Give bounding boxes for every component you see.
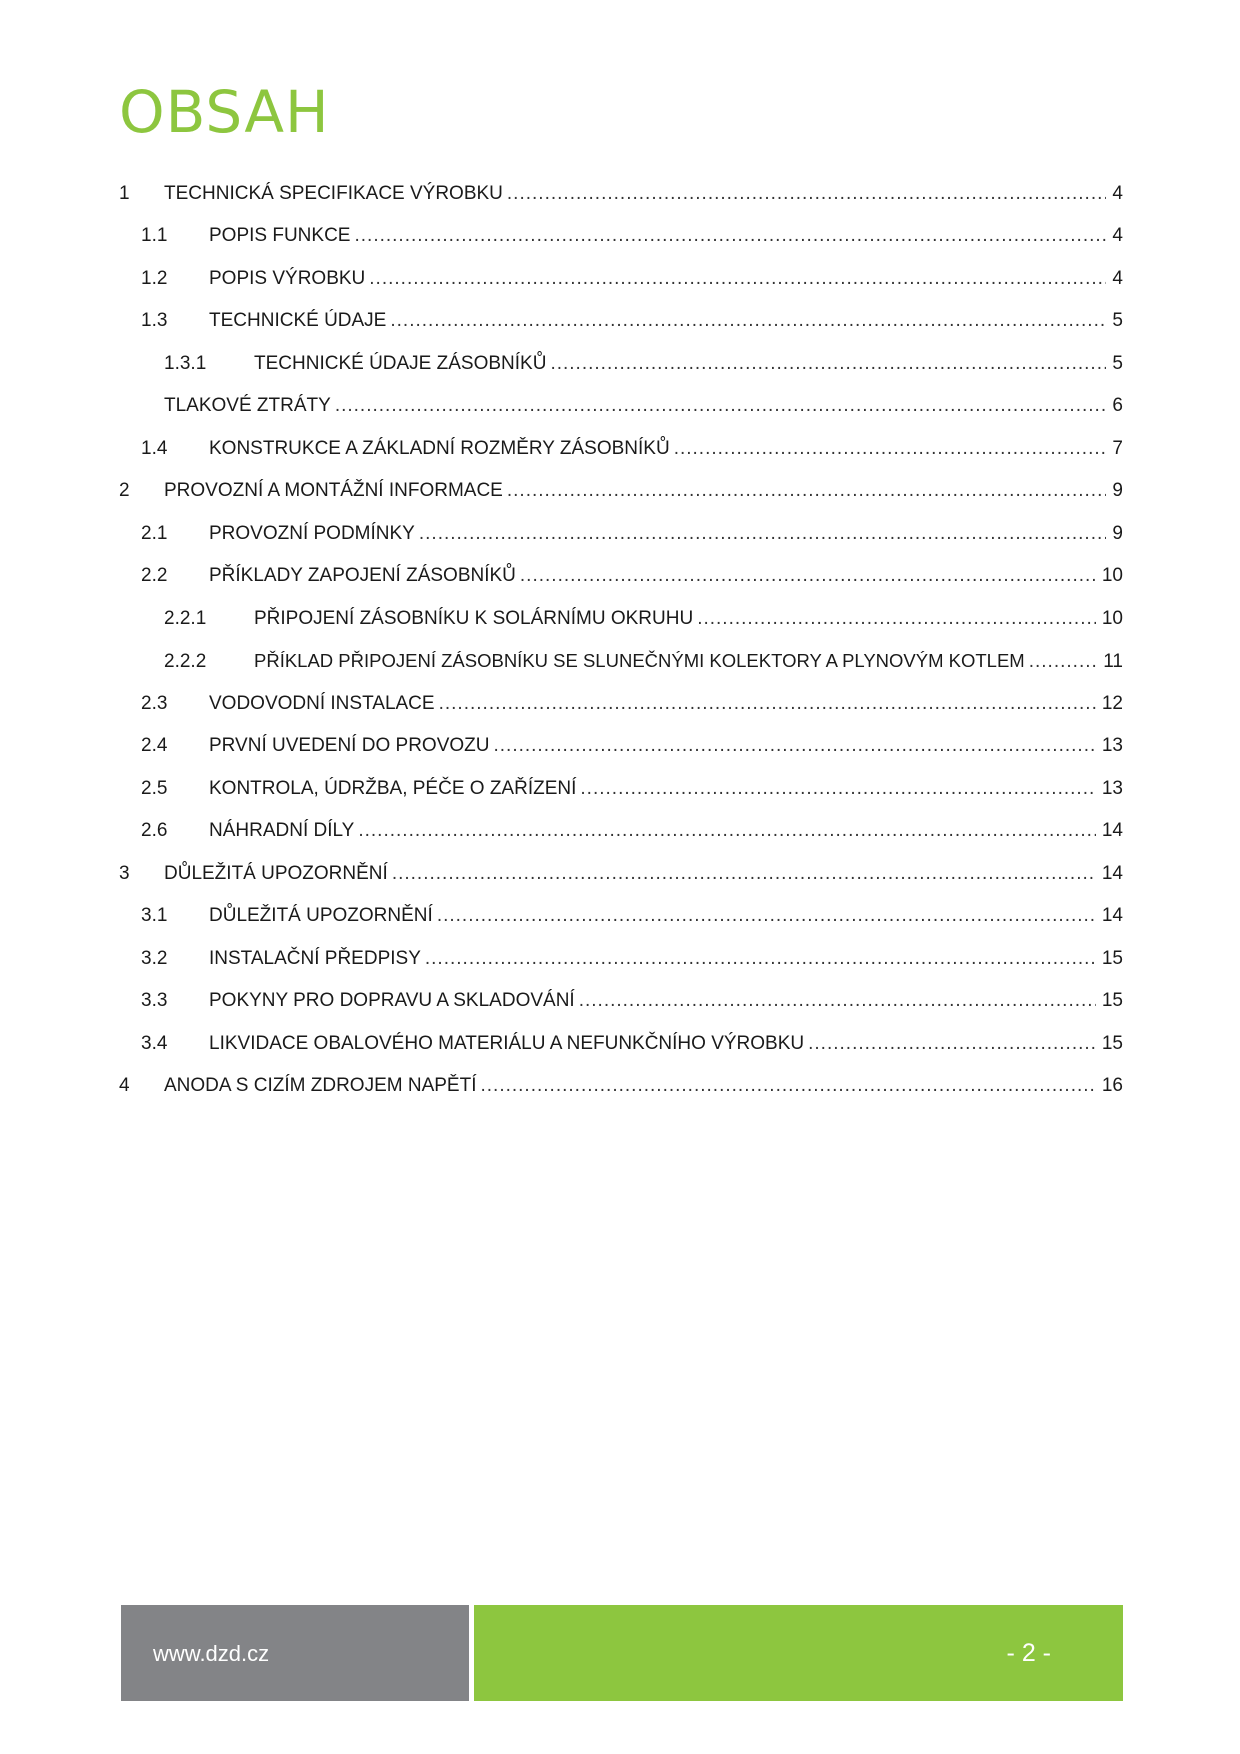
toc-entry-label: PRVNÍ UVEDENÍ DO PROVOZU <box>209 735 490 756</box>
toc-entry-number: 1.2 <box>141 268 168 289</box>
toc-entry-number: 2.1 <box>141 523 168 544</box>
toc-entry-page: 4 <box>1112 183 1123 204</box>
toc-entry-label: TECHNICKÁ SPECIFIKACE VÝROBKU <box>164 183 503 204</box>
toc-entry-number: 1.3 <box>141 310 168 331</box>
toc-entry-number: 2.3 <box>141 693 168 714</box>
toc-entry[interactable] <box>141 268 1123 298</box>
toc-entry[interactable] <box>141 693 1123 723</box>
toc-leader-dots <box>390 310 1106 332</box>
toc-entry-label: PŘÍKLADY ZAPOJENÍ ZÁSOBNÍKŮ <box>209 565 516 586</box>
toc-entry-page: 15 <box>1101 948 1123 969</box>
toc-entry[interactable] <box>141 1033 1123 1063</box>
toc-entry-page: 12 <box>1101 693 1123 714</box>
toc-entry[interactable] <box>141 523 1123 553</box>
toc-entry[interactable] <box>164 650 1123 680</box>
toc-entry-page: 10 <box>1101 608 1123 629</box>
toc-leader-dots <box>425 948 1096 970</box>
toc-leader-dots <box>358 820 1096 842</box>
toc-entry-page: 11 <box>1103 651 1123 672</box>
toc-entry[interactable] <box>119 1075 1123 1105</box>
toc-leader-dots <box>808 1033 1096 1055</box>
toc-entry-page: 4 <box>1112 225 1123 246</box>
toc-leader-dots <box>354 225 1106 247</box>
toc-entry[interactable] <box>141 225 1123 255</box>
toc-entry-page: 10 <box>1101 565 1123 586</box>
footer-website-band <box>121 1605 469 1701</box>
toc-entry-label: POKYNY PRO DOPRAVU A SKLADOVÁNÍ <box>209 990 575 1011</box>
toc-leader-dots <box>437 905 1096 927</box>
toc-entry-label: KONTROLA, ÚDRŽBA, PÉČE O ZAŘÍZENÍ <box>209 778 577 799</box>
toc-entry-number: 3 <box>119 863 130 884</box>
toc-leader-dots <box>507 480 1107 502</box>
toc-entry-page: 5 <box>1112 310 1123 331</box>
toc-leader-dots <box>369 268 1106 290</box>
footer-page-band <box>474 1605 1123 1701</box>
toc-leader-dots <box>674 438 1107 460</box>
toc-entry-label: TECHNICKÉ ÚDAJE ZÁSOBNÍKŮ <box>254 353 547 374</box>
toc-entry[interactable] <box>141 438 1123 468</box>
toc-entry-page: 14 <box>1101 820 1123 841</box>
toc-entry[interactable] <box>141 820 1123 850</box>
toc-entry[interactable] <box>119 183 1123 213</box>
page-number: - 2 - <box>1006 1639 1051 1667</box>
toc-entry[interactable] <box>141 905 1123 935</box>
toc-entry-number: 2.6 <box>141 820 168 841</box>
toc-entry-label: KONSTRUKCE A ZÁKLADNÍ ROZMĚRY ZÁSOBNÍKŮ <box>209 438 670 459</box>
toc-entry-number: 2.2.2 <box>164 651 207 672</box>
toc-entry-number: 4 <box>119 1075 130 1096</box>
toc-entry-label: PŘÍKLAD PŘIPOJENÍ ZÁSOBNÍKU SE SLUNEČNÝMI KOLEKTORY A PLYNOVÝM KOTLEM <box>254 650 1025 671</box>
toc-leader-dots <box>439 693 1096 715</box>
toc-entry-number: 2.2 <box>141 565 168 586</box>
toc-entry[interactable] <box>164 395 1123 425</box>
toc-entry-number: 3.2 <box>141 948 168 969</box>
toc-leader-dots <box>579 990 1096 1012</box>
toc-entry[interactable] <box>141 310 1123 340</box>
website-link[interactable]: www.dzd.cz <box>153 1641 270 1666</box>
toc-entry[interactable] <box>164 608 1123 638</box>
toc-entry-label: INSTALAČNÍ PŘEDPISY <box>209 948 421 969</box>
toc-entry-label: PROVOZNÍ A MONTÁŽNÍ INFORMACE <box>164 480 503 501</box>
toc-entry-label: POPIS FUNKCE <box>209 225 351 246</box>
toc-entry-number: 2.2.1 <box>164 608 207 629</box>
toc-entry-page: 15 <box>1101 990 1123 1011</box>
toc-leader-dots <box>520 565 1096 587</box>
toc-leader-dots <box>580 778 1095 800</box>
toc-entry-page: 14 <box>1101 905 1123 926</box>
toc-entry-label: POPIS VÝROBKU <box>209 268 366 289</box>
toc-entry[interactable] <box>141 990 1123 1020</box>
toc-entry[interactable] <box>119 863 1123 893</box>
toc-entry[interactable] <box>119 480 1123 510</box>
toc-entry-page: 7 <box>1112 438 1123 459</box>
toc-entry[interactable] <box>164 353 1123 383</box>
toc-entry-page: 16 <box>1101 1075 1123 1096</box>
toc-entry-page: 9 <box>1112 523 1123 544</box>
toc-leader-dots <box>1029 651 1098 673</box>
toc-entry[interactable] <box>141 778 1123 808</box>
toc-entry-number: 2 <box>119 480 130 501</box>
toc-entry-label: TECHNICKÉ ÚDAJE <box>209 310 387 331</box>
toc-entry-page: 14 <box>1101 863 1123 884</box>
toc-entry-number: 1.1 <box>141 225 168 246</box>
toc-entry-number: 3.1 <box>141 905 168 926</box>
toc-leader-dots <box>392 863 1096 885</box>
toc-entry-label: TLAKOVÉ ZTRÁTY <box>164 395 331 416</box>
toc-entry-label: PŘIPOJENÍ ZÁSOBNÍKU K SOLÁRNÍMU OKRUHU <box>254 608 694 629</box>
toc-leader-dots <box>419 523 1107 545</box>
toc-entry[interactable] <box>141 735 1123 765</box>
toc-entry-number: 1.4 <box>141 438 168 459</box>
toc-entry-number: 2.4 <box>141 735 168 756</box>
toc-entry-label: ANODA S CIZÍM ZDROJEM NAPĚTÍ <box>164 1075 477 1096</box>
toc-entry-label: LIKVIDACE OBALOVÉHO MATERIÁLU A NEFUNKČNÍHO VÝROBKU <box>209 1033 805 1054</box>
toc-entry-page: 5 <box>1112 353 1123 374</box>
toc-entry-label: PROVOZNÍ PODMÍNKY <box>209 523 415 544</box>
toc-entry-page: 13 <box>1101 735 1123 756</box>
toc-entry-label: DŮLEŽITÁ UPOZORNĚNÍ <box>209 905 433 926</box>
toc-entry-number: 2.5 <box>141 778 168 799</box>
toc-entry-label: DŮLEŽITÁ UPOZORNĚNÍ <box>164 863 388 884</box>
toc-entry-page: 13 <box>1101 778 1123 799</box>
toc-entry-number: 1 <box>119 183 130 204</box>
toc-entry-page: 4 <box>1112 268 1123 289</box>
toc-entry-number: 3.3 <box>141 990 168 1011</box>
toc-leader-dots <box>493 735 1095 757</box>
toc-entry-label: VODOVODNÍ INSTALACE <box>209 693 435 714</box>
page-title: OBSAH <box>119 78 330 146</box>
toc-entry-number: 3.4 <box>141 1033 168 1054</box>
toc-entry-page: 6 <box>1112 395 1123 416</box>
toc-leader-dots <box>480 1075 1095 1097</box>
toc-entry-page: 15 <box>1101 1033 1123 1054</box>
toc-leader-dots <box>335 395 1107 417</box>
toc-entry-label: NÁHRADNÍ DÍLY <box>209 820 355 841</box>
toc-entry[interactable] <box>141 948 1123 978</box>
toc-entry-number: 1.3.1 <box>164 353 207 374</box>
toc-entry[interactable] <box>141 565 1123 595</box>
toc-leader-dots <box>550 353 1106 375</box>
toc-leader-dots <box>697 608 1096 630</box>
toc-leader-dots <box>507 183 1107 205</box>
toc-entry-page: 9 <box>1112 480 1123 501</box>
